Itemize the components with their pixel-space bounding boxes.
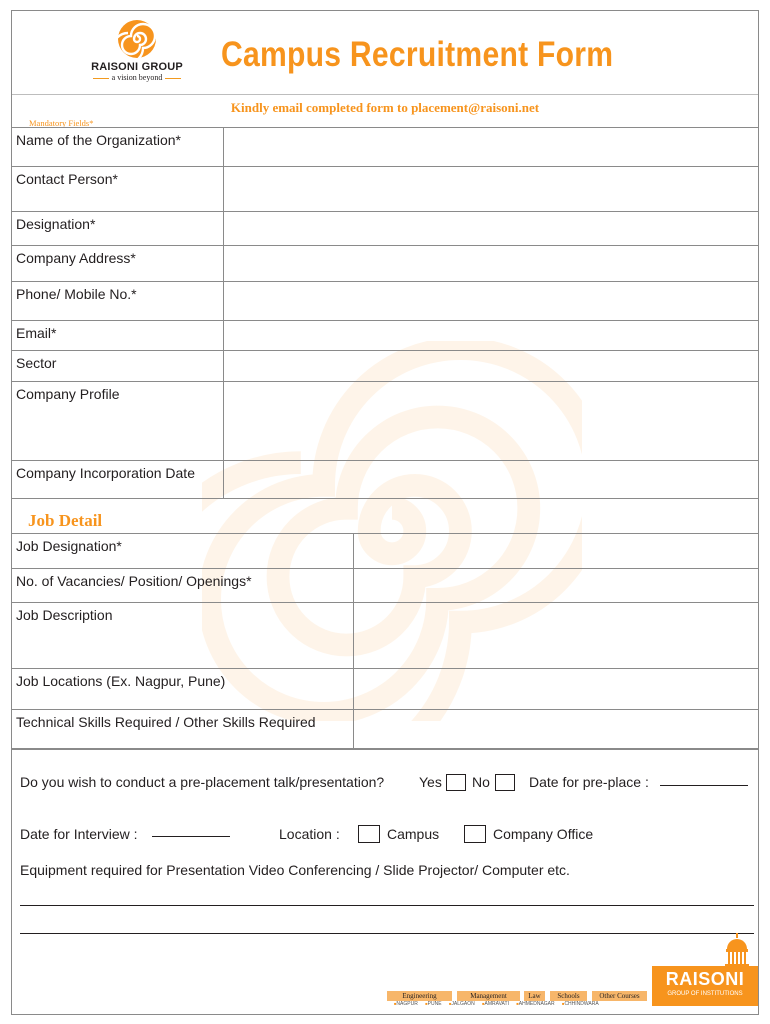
city-item: ■ PUNE [425,1001,441,1007]
yes-label: Yes [419,774,442,790]
vacancies-field[interactable] [353,569,759,603]
form-page [11,10,759,1015]
form-header [12,11,758,95]
equipment-label: Equipment required for Presentation Video Conferencing / Slide Projector/ Computer etc. [20,862,570,878]
location-label: Location : [279,826,340,842]
job-label: Job Designation* [12,534,353,569]
email-instruction: Kindly email completed form to placement@raisoni.net [230,100,540,115]
org-label: Phone/ Mobile No.* [12,282,223,321]
tab-engineering: Engineering [387,991,452,1001]
designation-field[interactable] [223,212,759,246]
sector-field[interactable] [223,351,759,382]
city-item: ■ AMRAVATI [482,1001,509,1007]
interview-date-label: Date for Interview : [20,826,138,842]
campus-label: Campus [387,826,440,842]
job-designation-field[interactable] [353,534,759,569]
org-label: Email* [12,321,223,351]
section-divider [12,748,759,749]
page-title: Campus Recruitment Form [221,35,614,74]
mandatory-note: Mandatory Fields* [29,118,94,128]
equipment-field-line-2[interactable] [20,933,754,934]
company-office-checkbox[interactable] [464,825,486,843]
job-description-field[interactable] [353,603,759,669]
yes-checkbox[interactable] [446,774,466,791]
pre-placement-question: Do you wish to conduct a pre-placement talk/presentation? [20,774,385,790]
org-label: Designation* [12,212,223,246]
tab-law: Law [524,991,545,1001]
raisoni-brand-badge [652,966,758,1006]
spiral-logo-icon [117,19,157,59]
email-field[interactable] [223,321,759,351]
job-label: Technical Skills Required / Other Skills Required [12,710,353,750]
interview-date-field[interactable] [152,836,230,837]
organization-table [12,127,759,499]
no-checkbox[interactable] [495,774,515,791]
pre-place-date-label: Date for pre-place : [529,774,649,790]
tab-management: Management [457,991,520,1001]
city-item: ■ AHMEDNAGAR [516,1001,554,1007]
tab-schools: Schools [550,991,587,1001]
job-locations-field[interactable] [353,669,759,710]
org-label: Company Address* [12,246,223,282]
org-label: Sector [12,351,223,382]
city-list [394,1001,605,1007]
city-item: ■ CHHINDWARA [562,1001,599,1007]
job-label: Job Description [12,603,353,669]
tab-other-courses: Other Courses [592,991,647,1001]
pre-place-date-field[interactable] [660,785,748,786]
company-office-label: Company Office [493,826,594,842]
logo-name: RAISONI GROUP [91,61,183,73]
company-profile-field[interactable] [223,382,759,461]
job-detail-heading: Job Detail [28,511,103,530]
no-label: No [472,774,490,790]
city-item: ■ JALGAON [449,1001,475,1007]
dome-building-icon [720,933,754,967]
org-label: Name of the Organization* [12,128,223,167]
phone-field[interactable] [223,282,759,321]
org-label: Company Profile [12,382,223,461]
brand-name: RAISONI [665,969,745,989]
equipment-field-line-1[interactable] [20,905,754,906]
org-name-field[interactable] [223,128,759,167]
job-label: No. of Vacancies/ Position/ Openings* [12,569,353,603]
logo-tagline: a vision beyond [82,73,192,82]
brand-subtitle: GROUP OF INSTITUTIONS [667,991,743,997]
job-label: Job Locations (Ex. Nagpur, Pune) [12,669,353,710]
job-detail-table [12,533,759,750]
city-item: ■ NAGPUR [394,1001,418,1007]
campus-checkbox[interactable] [358,825,380,843]
contact-person-field[interactable] [223,167,759,212]
org-label: Contact Person* [12,167,223,212]
skills-field[interactable] [353,710,759,750]
raisoni-group-logo [82,19,192,93]
incorporation-date-field[interactable] [223,461,759,499]
company-address-field[interactable] [223,246,759,282]
org-label: Company Incorporation Date [12,461,223,499]
